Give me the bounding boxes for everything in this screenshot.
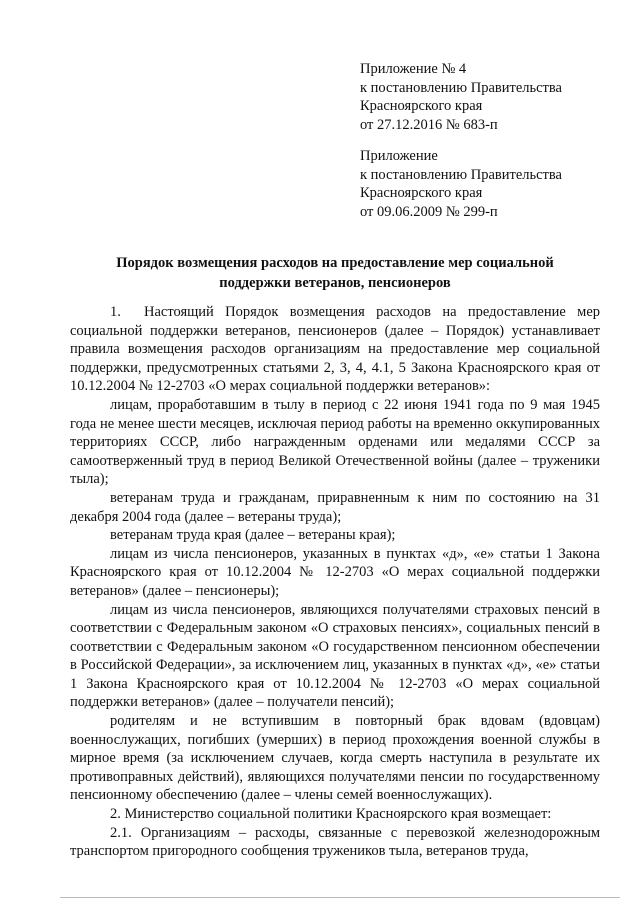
- annex-region: Красноярского края: [360, 98, 483, 114]
- paragraph-2-1: 2.1. Организациям – расходы, связанные с перевозкой железнодорожным транспортом пригородного сообщения тружеников тыла, ветеранов труда,: [70, 824, 600, 860]
- annex-date: от 09.06.2009 № 299-п: [360, 203, 498, 220]
- paragraph-labor-veterans: ветеранам труда и гражданам, приравненным к ним по состоянию на 31 декабря 2004 года (далее – ветераны труда);: [70, 489, 600, 525]
- paragraph-pension-recipients: лицам из числа пенсионеров, являющихся получателями страховых пенсий в соответствии с Федеральным законом «О страховых пенсиях», социальных пенсий в соответствии с Федеральным законом «О государственном пенсионном обеспечении в Российской Федерации», за исключением лиц, указанных в пунктах «д», «е» статьи 1 Закона Красноярского края от 10.12.2004 № 12-2703 «О мерах социальной поддержки ветеранов» (далее – получатели пенсий);: [70, 601, 600, 711]
- annex-reference: к постановлению Правительства: [360, 79, 562, 96]
- page-edge-line: [60, 897, 620, 898]
- paragraph-1: [70, 303, 600, 396]
- annex-region: Красноярского края: [360, 185, 483, 201]
- document-body: [70, 303, 600, 861]
- paragraph-military-families: родителям и не вступившим в повторный брак вдовам (вдовцам) военнослужащих, погибших (умерших) в период прохождения военной службы в мирное время (за исключением случаев, когда смерть наступила в результате их противоправных действий), являющихся получателями пенсии по государственному пенсионному обеспечению (далее – члены семей военнослужащих).: [70, 713, 600, 804]
- document-title: [70, 253, 600, 293]
- paragraph-2: 2. Министерство социальной политики Красноярского края возмещает:: [110, 806, 552, 823]
- annex-date: от 27.12.2016 № 683-п: [360, 116, 498, 133]
- paragraph-pensioners: лицам из числа пенсионеров, указанных в пунктах «д», «е» статьи 1 Закона Красноярского края от 10.12.2004 № 12-2703 «О мерах социальной поддержки ветеранов» (далее – пенсионеры);: [70, 545, 600, 599]
- annex-reference: к постановлению Правительства: [360, 166, 562, 183]
- paragraph-number: 1.: [110, 304, 121, 320]
- annex-header-current: [360, 60, 562, 134]
- paragraph-text: Настоящий Порядок возмещения расходов на предоставление мер социальной поддержки ветеранов, пенсионеров (далее – Порядок) устанавливает правила возмещения расходов организациям на предоставление мер социальной поддержки, предусмотренных статьями 2, 3, 4, 4.1, 5 Закона Красноярского края от 10.12.2004 № 12-2703 «О мерах социальной поддержки ветеранов»:: [70, 304, 600, 395]
- annex-header-original: [360, 147, 562, 221]
- annex-number: Приложение № 4: [360, 61, 467, 77]
- title-line-1: Порядок возмещения расходов на предоставление мер социальной: [116, 255, 554, 271]
- annex-label: Приложение: [360, 148, 438, 164]
- paragraph-home-front-workers: лицам, проработавшим в тылу в период с 22 июня 1941 года по 9 мая 1945 года не менее шести месяцев, исключая период работы на временно оккупированных территориях СССР, либо награжденным орденами или медалями СССР за самоотверженный труд в период Великой Отечественной войны (далее – труженики тыла);: [70, 396, 600, 488]
- title-line-2: поддержки ветеранов, пенсионеров: [219, 275, 451, 291]
- paragraph-regional-veterans: ветеранам труда края (далее – ветераны края);: [110, 527, 396, 544]
